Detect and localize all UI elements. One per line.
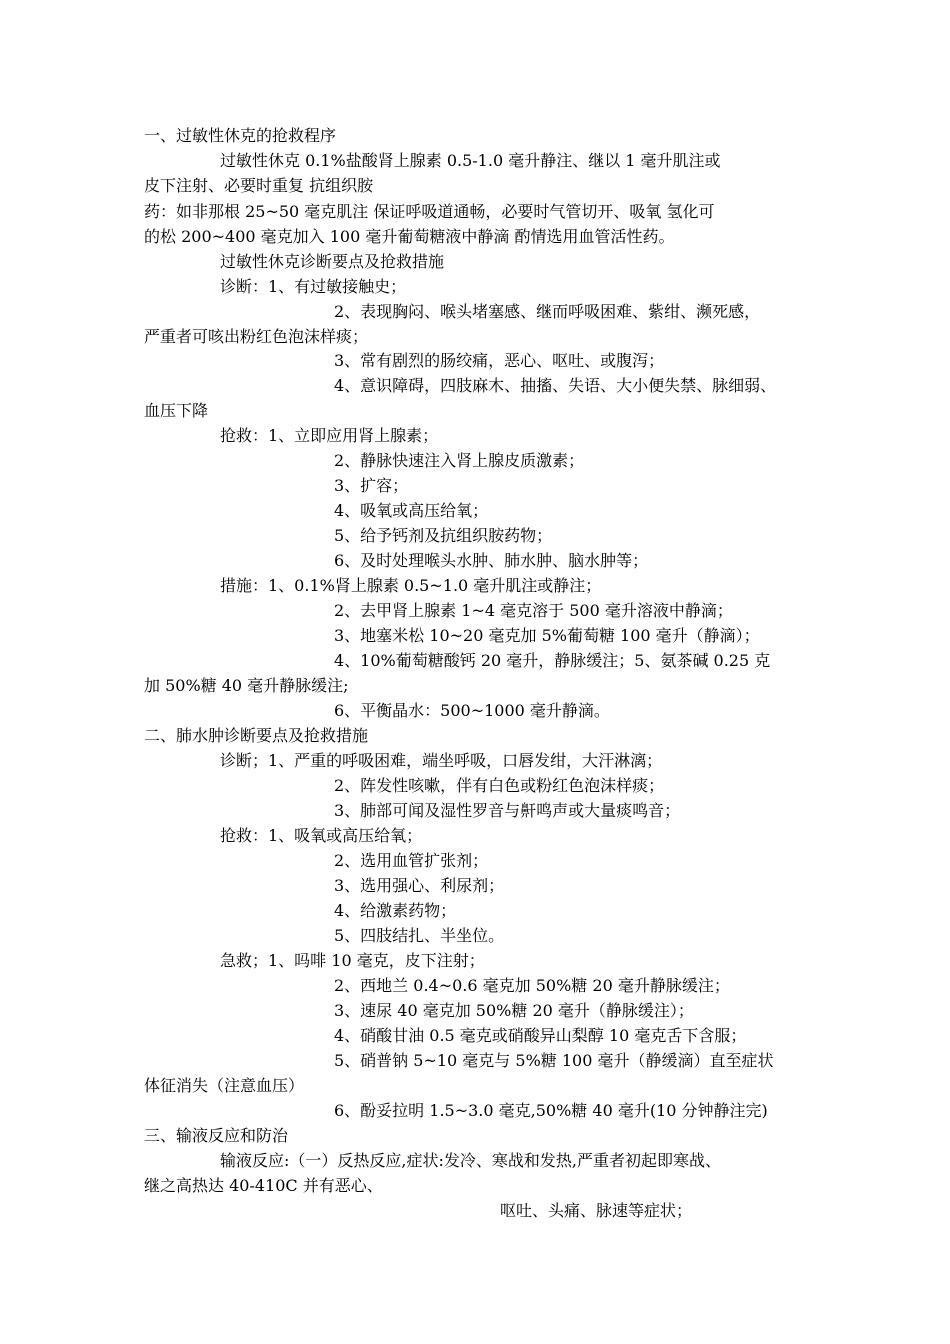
text-line: 2、选用血管扩张剂；: [334, 851, 489, 870]
text-line: 的松 200~400 毫克加入 100 毫升葡萄糖液中静滴 酌情选用血管活性药。: [144, 227, 675, 246]
text-line: 3、肺部可闻及湿性罗音与鼾鸣声或大量痰鸣音；: [334, 801, 681, 820]
text-line: 3、选用强心、利尿剂；: [334, 876, 505, 895]
text-line: 4、意识障碍，四肢麻木、抽搐、失语、大小便失禁、脉细弱、: [334, 376, 777, 395]
text-line: 6、平衡晶水：500~1000 毫升静滴。: [334, 701, 610, 720]
text-line: 皮下注射、必要时重复 抗组织胺: [144, 176, 374, 195]
text-line: 2、去甲肾上腺素 1~4 毫克溶于 500 毫升溶液中静滴；: [334, 601, 733, 620]
text-line: 抢救：1、吸氧或高压给氧；: [220, 826, 423, 845]
text-line: 诊断：1、有过敏接触史；: [220, 277, 407, 296]
text-line: 输液反应:（一）反热反应,症状:发冷、寒战和发热,严重者初起即寒战、: [220, 1151, 721, 1170]
text-line: 药：如非那根 25~50 毫克肌注 保证呼吸道通畅，必要时气管切开、吸氧 氢化可: [144, 202, 715, 221]
text-line: 加 50%糖 40 毫升静脉缓注;: [144, 676, 349, 695]
text-line: 5、硝普钠 5~10 毫克与 5%糖 100 毫升（静缓滴）直至症状: [334, 1051, 774, 1070]
text-line: 血压下降: [144, 401, 209, 420]
text-line: 措施：1、0.1%肾上腺素 0.5~1.0 毫升肌注或静注；: [220, 576, 602, 595]
text-line: 抢救：1、立即应用肾上腺素；: [220, 426, 439, 445]
text-line: 6、及时处理喉头水肿、肺水肿、脑水肿等；: [334, 551, 649, 570]
text-line: 4、吸氧或高压给氧；: [334, 501, 489, 520]
text-line: 5、四肢结扎、半坐位。: [334, 926, 505, 945]
text-line: 3、速尿 40 毫克加 50%糖 20 毫升（静脉缓注）；: [334, 1001, 694, 1020]
text-line: 2、阵发性咳嗽，伴有白色或粉红色泡沫样痰；: [334, 776, 665, 795]
text-line: 3、地塞米松 10~20 毫克加 5%葡萄糖 100 毫升（静滴）；: [334, 626, 760, 645]
subheading: 过敏性休克诊断要点及抢救措施: [220, 252, 445, 271]
text-line: 5、给予钙剂及抗组织胺药物；: [334, 526, 553, 545]
section-heading-3: 三、输液反应和防治: [144, 1126, 289, 1145]
text-line: 3、常有剧烈的肠绞痛，恶心、呕吐、或腹泻；: [334, 351, 665, 370]
text-line: 6、酚妥拉明 1.5~3.0 毫克,50%糖 40 毫升(10 分钟静注完): [334, 1101, 768, 1120]
text-line: 3、扩容；: [334, 476, 409, 495]
text-line: 过敏性休克 0.1%盐酸肾上腺素 0.5-1.0 毫升静注、继以 1 毫升肌注或: [220, 151, 721, 170]
text-line: 诊断；1、严重的呼吸困难，端坐呼吸，口唇发绀，大汗淋漓；: [220, 751, 663, 770]
text-line: 严重者可咳出粉红色泡沫样痰；: [144, 327, 369, 346]
text-line: 4、硝酸甘油 0.5 毫克或硝酸异山梨醇 10 毫克舌下含服；: [334, 1026, 747, 1045]
text-line: 4、给激素药物；: [334, 901, 457, 920]
text-line: 急救；1、吗啡 10 毫克，皮下注射；: [220, 951, 485, 970]
text-line: 2、静脉快速注入肾上腺皮质激素；: [334, 451, 585, 470]
section-heading-1: 一、过敏性休克的抢救程序: [144, 126, 337, 145]
text-line: 体征消失（注意血压）: [144, 1076, 305, 1095]
text-line: 继之高热达 40-410C 并有恶心、: [144, 1176, 383, 1195]
section-heading-2: 二、肺水肿诊断要点及抢救措施: [144, 726, 369, 745]
text-line: 2、表现胸闷、喉头堵塞感、继而呼吸困难、紫绀、濒死感，: [334, 302, 761, 321]
text-line: 4、10%葡萄糖酸钙 20 毫升，静脉缓注；5、氨茶碱 0.25 克: [334, 651, 771, 670]
text-line: 呕吐、头痛、脉速等症状；: [500, 1201, 693, 1220]
text-line: 2、西地兰 0.4~0.6 毫克加 50%糖 20 毫升静脉缓注；: [334, 976, 730, 995]
